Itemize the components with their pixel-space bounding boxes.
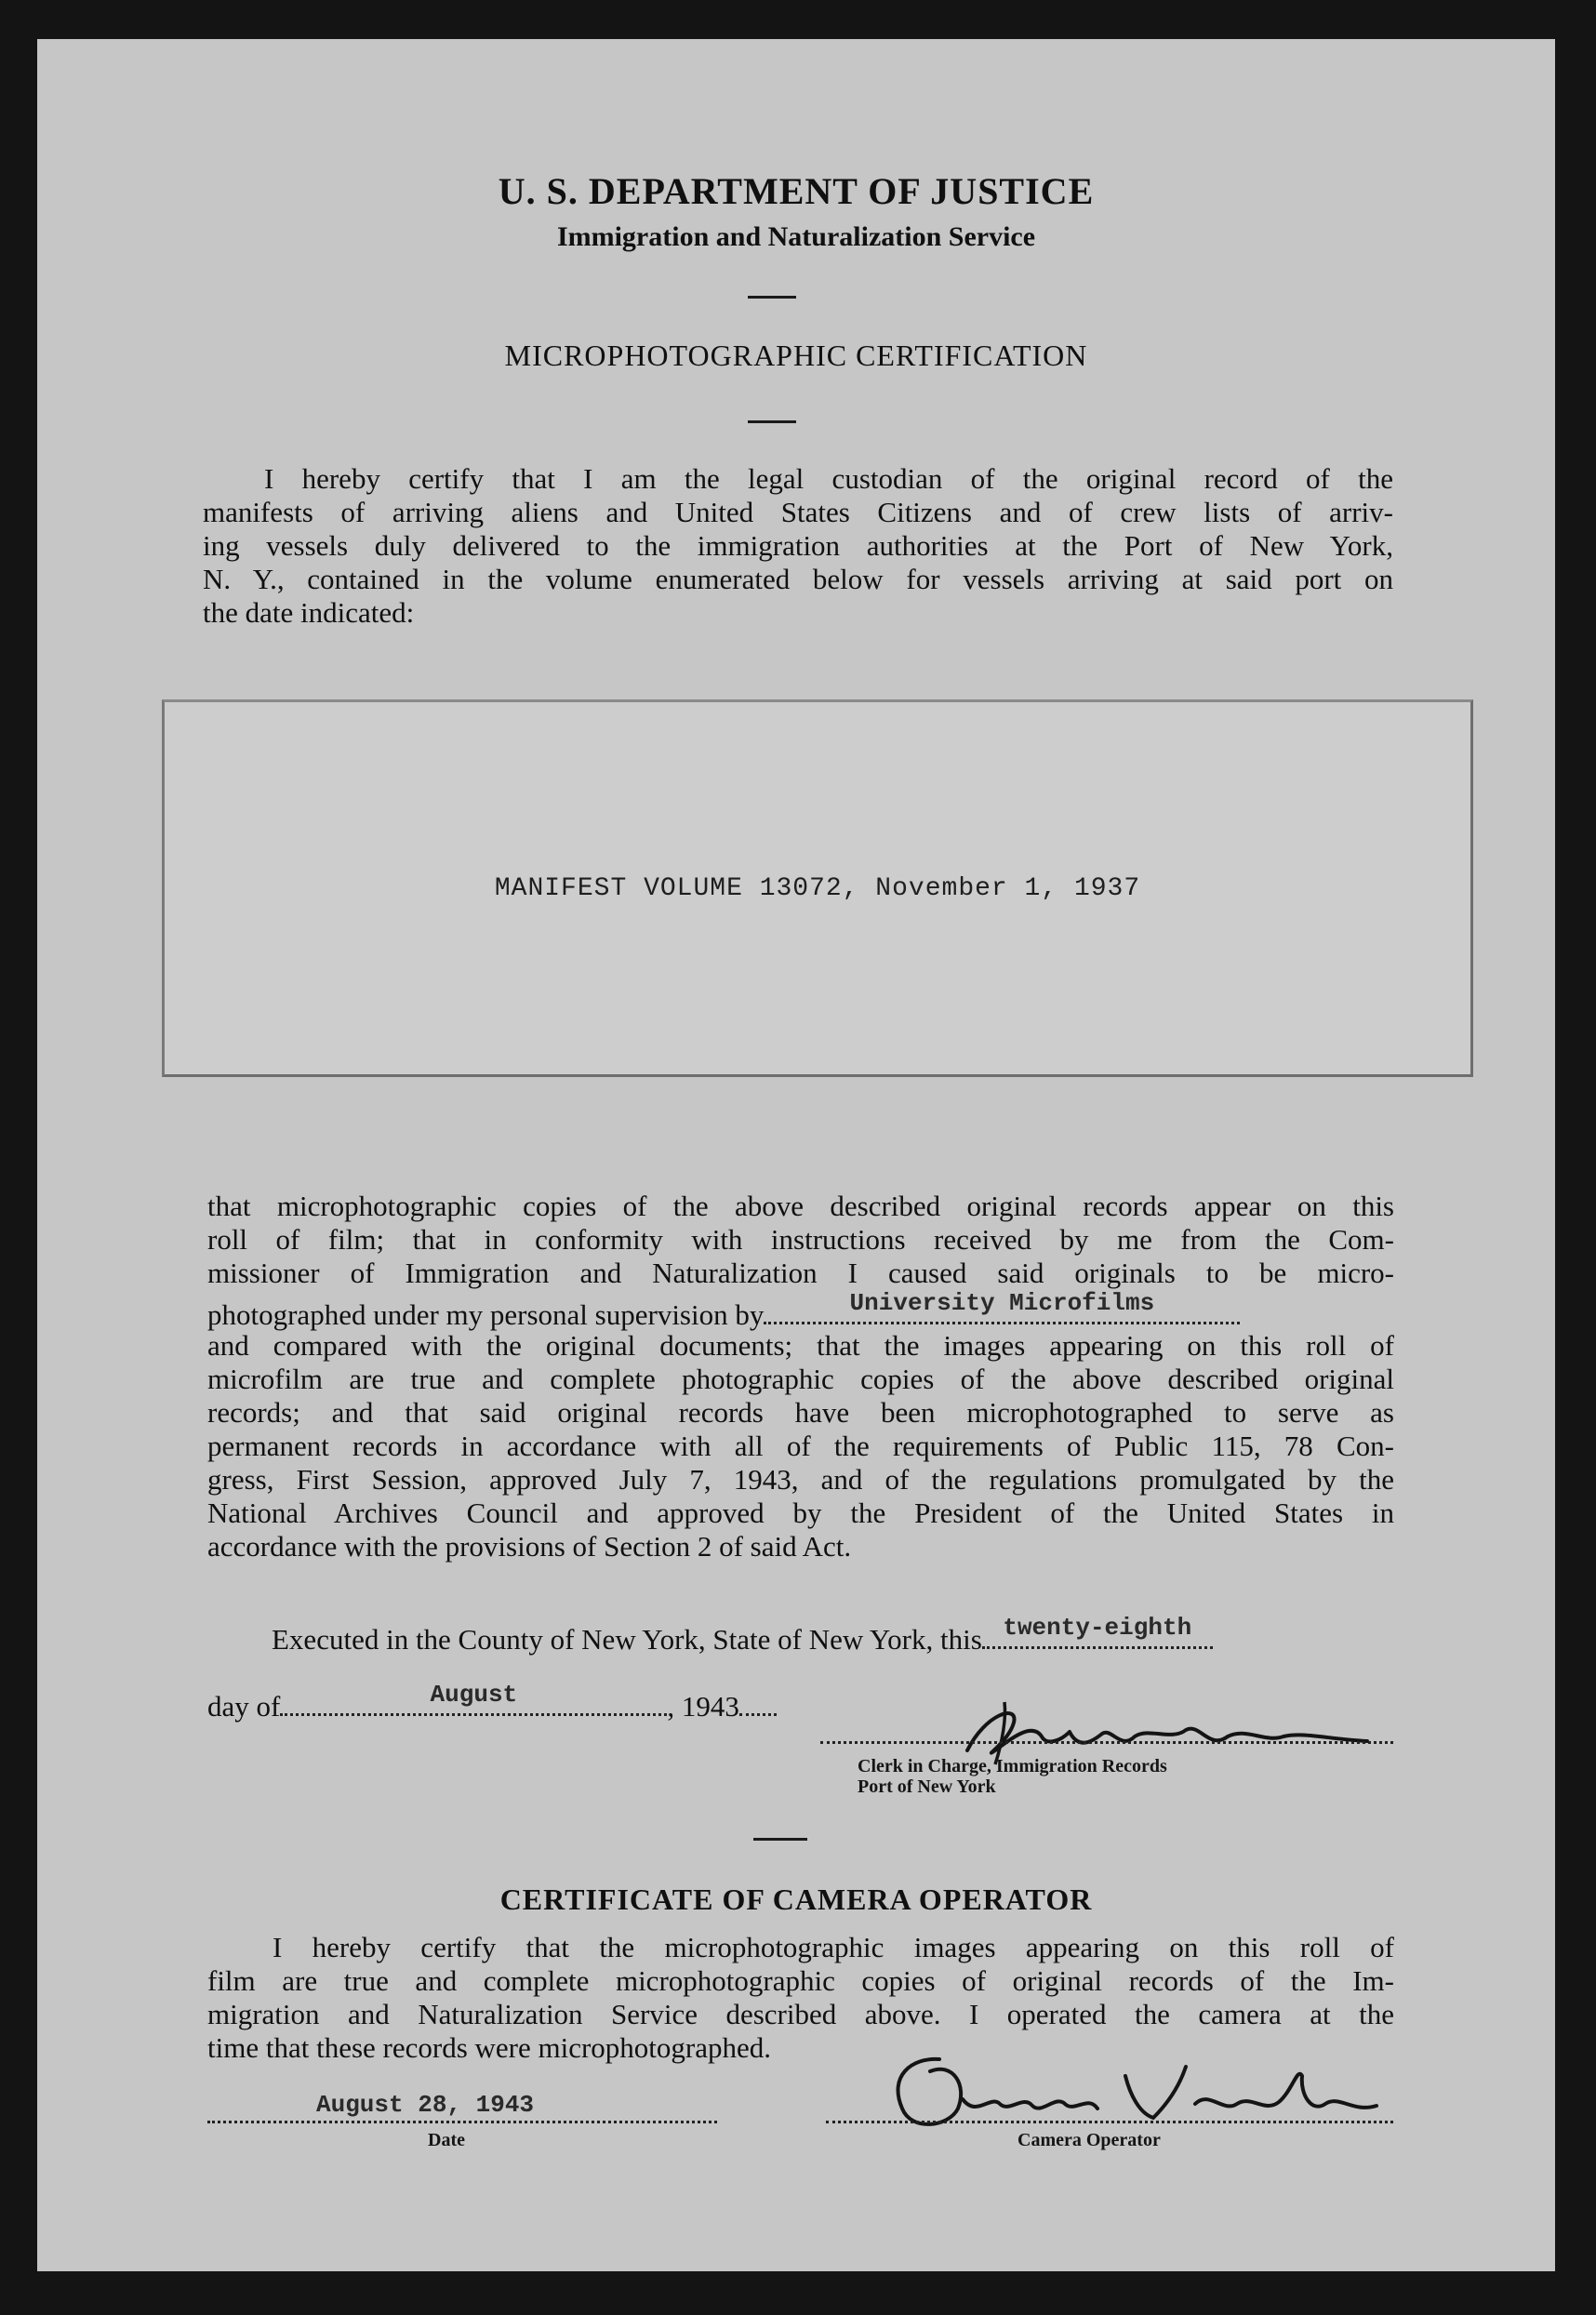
clerk-title: Clerk in Charge, Immigration Records	[858, 1756, 1167, 1776]
clerk-port: Port of New York	[858, 1776, 996, 1797]
supervision-value: University Microfilms	[849, 1289, 1155, 1317]
certification-title: MICROPHOTOGRAPHIC CERTIFICATION	[504, 339, 1088, 372]
manifest-volume-text: MANIFEST VOLUME 13072, November 1, 1937	[494, 874, 1141, 903]
execution-line	[272, 1614, 1213, 1656]
date-label: Date	[428, 2130, 465, 2150]
year-dots	[739, 1687, 777, 1716]
body-line: gress, First Session, approved July 7, 1943, and of the regulations promulgated by the	[207, 1463, 1394, 1496]
body-line: records; and that said original records have been microphotographed to serve as	[207, 1396, 1394, 1429]
body-line: and compared with the original documents; that the images appearing on this roll of	[207, 1329, 1394, 1362]
intro-paragraph	[203, 462, 1393, 630]
operator-signature-line	[826, 2121, 1393, 2123]
day-field	[982, 1614, 1213, 1649]
manifest-volume-box	[162, 699, 1473, 1077]
camera-certificate-title: CERTIFICATE OF CAMERA OPERATOR	[499, 1883, 1093, 1916]
camera-line: film are true and complete microphotographic copies of original records of the Im-	[207, 1964, 1394, 1997]
body-line: National Archives Council and approved by the President of the United States in	[207, 1497, 1394, 1529]
operator-signature	[874, 2039, 1395, 2141]
camera-line: I hereby certify that the microphotographic images appearing on this roll of	[273, 1931, 1394, 1963]
execution-prefix: Executed in the County of New York, State of New York, this	[272, 1623, 982, 1656]
service-subtitle: Immigration and Naturalization Service	[556, 221, 1036, 252]
date-line	[207, 1681, 777, 1723]
supervision-field	[764, 1289, 1240, 1324]
body-line: missioner of Immigration and Naturalization I caused said originals to be micro-	[207, 1257, 1394, 1289]
body-paragraph	[207, 1190, 1394, 1563]
intro-line: manifests of arriving aliens and United States Citizens and of crew lists of arriv-	[203, 496, 1393, 528]
certificate-page	[37, 39, 1555, 2271]
month-field	[280, 1681, 667, 1716]
camera-divider	[753, 1838, 807, 1841]
department-title: U. S. DEPARTMENT OF JUSTICE	[498, 170, 1095, 212]
day-of-label: day of	[207, 1690, 281, 1723]
intro-line: N. Y., contained in the volume enumerated below for vessels arriving at said port on	[203, 563, 1393, 595]
camera-operator-label: Camera Operator	[1017, 2130, 1161, 2150]
camera-date-line	[207, 2121, 717, 2123]
month-value: August	[430, 1681, 518, 1709]
day-value: twenty-eighth	[1003, 1614, 1192, 1642]
camera-line: migration and Naturalization Service described above. I operated the camera at the	[207, 1998, 1394, 2030]
clerk-caption	[858, 1756, 1167, 1797]
body-line: microfilm are true and complete photographic copies of the above described original	[207, 1363, 1394, 1395]
body-line: permanent records in accordance with all of the requirements of Public 115, 78 Con-	[207, 1430, 1394, 1462]
intro-line: the date indicated:	[203, 596, 415, 629]
header-divider	[748, 296, 796, 299]
body-line: accordance with the provisions of Section 2 of said Act.	[207, 1530, 852, 1563]
clerk-signature-line	[820, 1741, 1393, 1744]
intro-line: I hereby certify that I am the legal custodian of the original record of the	[264, 462, 1393, 495]
camera-date-value: August 28, 1943	[316, 2091, 535, 2119]
supervision-prefix: photographed under my personal supervision by	[207, 1298, 765, 1331]
title-divider	[748, 420, 796, 423]
intro-line: ing vessels duly delivered to the immigration authorities at the Port of New York,	[203, 529, 1393, 562]
year-text: , 1943	[667, 1690, 739, 1723]
body-line: roll of film; that in conformity with instructions received by me from the Com-	[207, 1223, 1394, 1256]
body-line: that microphotographic copies of the above described original records appear on this	[207, 1190, 1394, 1222]
camera-line: time that these records were microphotographed.	[207, 2031, 771, 2064]
supervision-line	[207, 1289, 1394, 1331]
